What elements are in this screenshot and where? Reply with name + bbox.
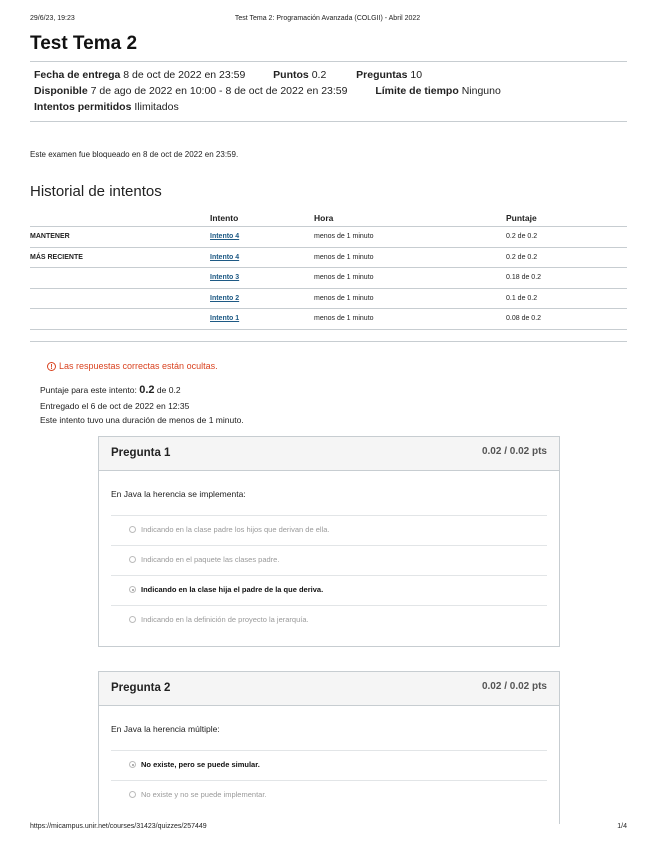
available-value: 7 de ago de 2022 en 10:00 - 8 de oct de 2022 en 23:59	[90, 85, 348, 97]
question-text: En Java la herencia múltiple:	[111, 724, 220, 734]
row-score: 0.08 de 0.2	[506, 309, 627, 330]
header-score: Puntaje	[506, 209, 627, 227]
attempt-score-prefix: Puntaje para este intento:	[40, 385, 137, 395]
submitted-date: Entregado el 6 de oct de 2022 en 12:35	[40, 401, 190, 411]
question-title: Pregunta 2	[111, 682, 171, 694]
time-limit-value: Ninguno	[461, 85, 501, 97]
attempt-link[interactable]: Intento 1	[210, 315, 240, 323]
meta-row-2	[34, 85, 501, 97]
attempts-table	[30, 209, 627, 330]
time-limit-label: Límite de tiempo	[375, 85, 459, 97]
question-card	[98, 671, 560, 824]
print-doc-title: Test Tema 2: Programación Avanzada (COLGII) - Abril 2022	[234, 15, 421, 22]
divider	[111, 515, 547, 516]
table-row	[30, 268, 627, 289]
points-value: 0.2	[311, 69, 327, 81]
row-score: 0.2 de 0.2	[506, 247, 627, 268]
header-time: Hora	[314, 209, 506, 227]
table-row	[30, 247, 627, 268]
row-label: MÁS RECIENTE	[30, 247, 210, 268]
answer-text: Indicando en el paquete las clases padre.	[141, 555, 280, 564]
table-header-row	[30, 209, 627, 227]
warning-icon: !	[47, 362, 56, 371]
attempt-link[interactable]: Intento 3	[210, 274, 240, 282]
header-label	[30, 209, 210, 227]
print-url: https://micampus.unir.net/courses/31423/quizzes/257449	[30, 823, 207, 830]
answer-option-selected[interactable]	[129, 585, 323, 594]
page-title: Test Tema 2	[30, 33, 138, 54]
answer-option[interactable]	[129, 525, 329, 534]
print-datetime: 29/6/23, 19:23	[30, 15, 75, 22]
radio-icon	[129, 526, 136, 533]
row-score: 0.18 de 0.2	[506, 268, 627, 289]
page-number: 1/4	[617, 823, 627, 830]
hidden-answers-text: Las respuestas correctas están ocultas.	[59, 361, 218, 371]
history-title: Historial de intentos	[30, 183, 162, 200]
row-time: menos de 1 minuto	[314, 247, 506, 268]
locked-notice: Este examen fue bloqueado en 8 de oct de 2022 en 23:59.	[30, 150, 239, 159]
answer-text: No existe y no se puede implementar.	[141, 790, 267, 799]
answer-text: Indicando en la clase hija el padre de la que deriva.	[141, 585, 324, 594]
row-label: MANTENER	[30, 227, 210, 248]
divider	[111, 545, 547, 546]
row-label	[30, 268, 210, 289]
divider	[111, 575, 547, 576]
row-time: menos de 1 minuto	[314, 309, 506, 330]
radio-icon	[129, 616, 136, 623]
question-header	[99, 672, 559, 706]
attempt-score-value: 0.2	[139, 384, 155, 396]
hidden-answers-notice	[47, 361, 218, 371]
answer-text: Indicando en la clase padre los hijos que derivan de ella.	[141, 525, 330, 534]
answer-option[interactable]	[129, 615, 309, 624]
table-row	[30, 227, 627, 248]
attempts-label: Intentos permitidos	[34, 101, 132, 113]
row-score: 0.2 de 0.2	[506, 227, 627, 248]
header-attempt: Intento	[210, 209, 314, 227]
attempt-link[interactable]: Intento 2	[210, 294, 240, 302]
attempt-duration: Este intento tuvo una duración de menos de 1 minuto.	[40, 415, 244, 425]
table-row	[30, 288, 627, 309]
divider	[111, 750, 547, 751]
radio-selected-icon	[129, 761, 136, 768]
attempt-link[interactable]: Intento 4	[210, 253, 240, 261]
row-time: menos de 1 minuto	[314, 268, 506, 289]
available-label: Disponible	[34, 85, 88, 97]
radio-icon	[129, 791, 136, 798]
answer-text: Indicando en la definición de proyecto la jerarquía.	[141, 615, 309, 624]
row-label	[30, 309, 210, 330]
table-row	[30, 309, 627, 330]
meta-row-3	[34, 101, 179, 113]
questions-label: Preguntas	[356, 69, 408, 81]
answer-text: No existe, pero se puede simular.	[141, 760, 260, 769]
question-title: Pregunta 1	[111, 447, 171, 459]
question-card	[98, 436, 560, 647]
due-value: 8 de oct de 2022 en 23:59	[123, 69, 246, 81]
question-points: 0.02 / 0.02 pts	[481, 446, 547, 457]
attempts-value: Ilimitados	[134, 101, 179, 113]
questions-value: 10	[410, 69, 423, 81]
radio-icon	[129, 556, 136, 563]
attempt-score-suffix: de 0.2	[156, 385, 181, 395]
answer-option[interactable]	[129, 790, 267, 799]
due-label: Fecha de entrega	[34, 69, 121, 81]
radio-selected-icon	[129, 586, 136, 593]
question-text: En Java la herencia se implementa:	[111, 489, 246, 499]
row-time: menos de 1 minuto	[314, 227, 506, 248]
question-points: 0.02 / 0.02 pts	[481, 681, 547, 692]
answer-option[interactable]	[129, 555, 279, 564]
meta-row-1	[34, 69, 422, 81]
divider	[111, 605, 547, 606]
attempt-link[interactable]: Intento 4	[210, 233, 240, 241]
row-score: 0.1 de 0.2	[506, 288, 627, 309]
row-time: menos de 1 minuto	[314, 288, 506, 309]
question-header	[99, 437, 559, 471]
answer-option-selected[interactable]	[129, 760, 260, 769]
attempt-score	[40, 384, 181, 396]
points-label: Puntos	[273, 69, 309, 81]
row-label	[30, 288, 210, 309]
divider	[30, 341, 627, 342]
divider	[111, 780, 547, 781]
divider	[30, 61, 627, 62]
divider	[30, 121, 627, 122]
